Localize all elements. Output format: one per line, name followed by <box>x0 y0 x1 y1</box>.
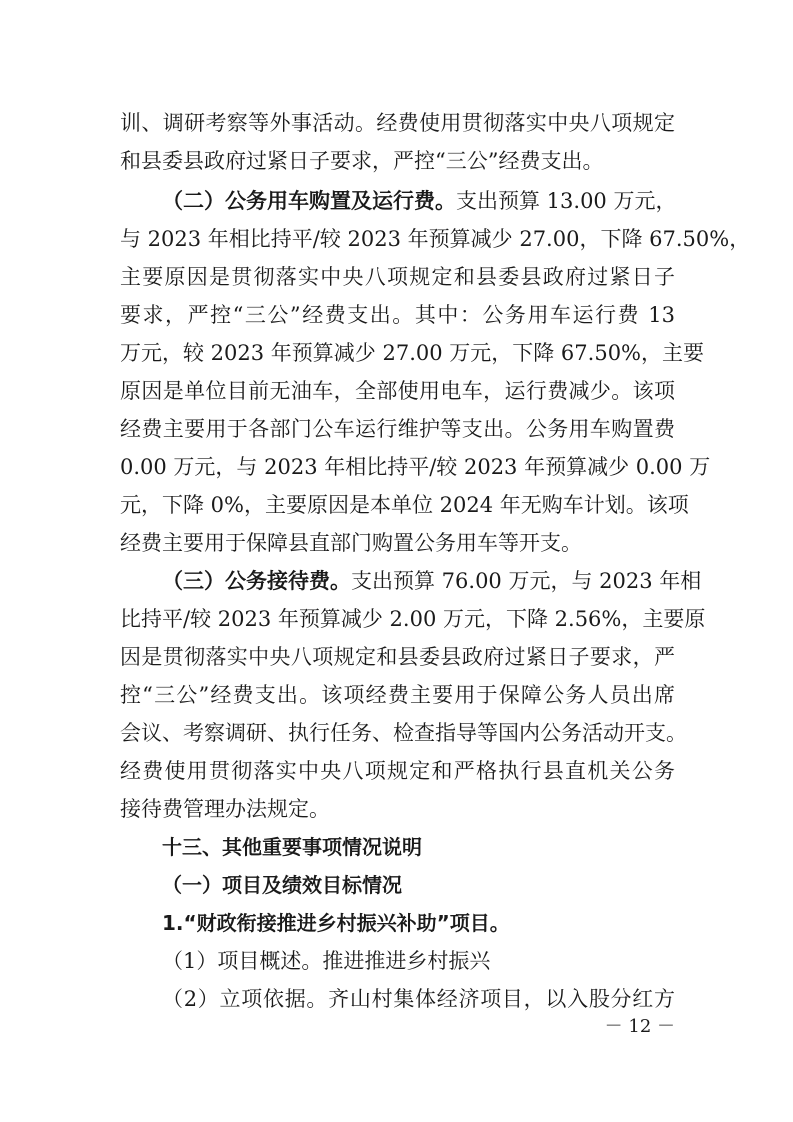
paragraph-line: 会议、考察调研、执行任务、检查指导等国内公务活动开支。 <box>120 721 687 745</box>
page-number: － 12 － <box>604 1016 675 1037</box>
paragraph-line: 接待费管理办法规定。 <box>120 797 330 821</box>
section-3-text: 支出预算 76.00 万元，与 2023 年相 <box>351 569 702 593</box>
paragraph-line: 万元，较 2023 年预算减少 27.00 万元，下降 67.50%，主要 <box>120 341 705 365</box>
section-2-text: 支出预算 13.00 万元， <box>456 189 677 213</box>
section-2-first-line <box>162 186 675 216</box>
section-3-heading: （三）公务接待费。 <box>162 569 351 593</box>
paragraph-line: 控“三公”经费支出。该项经费主要用于保障公务人员出席 <box>120 683 675 707</box>
paragraph-line: 要求，严控“三公”经费支出。其中：公务用车运行费 13 <box>120 303 675 327</box>
paragraph-line: 因是贯彻落实中央八项规定和县委县政府过紧日子要求，严 <box>120 645 675 669</box>
project-item-heading: 1.“财政衔接推进乡村振兴补助”项目。 <box>162 911 510 935</box>
project-overview-line: （1）项目概述。推进推进乡村振兴 <box>162 949 491 973</box>
subsection-heading: （一）项目及绩效目标情况 <box>162 873 402 897</box>
paragraph-line: 元，下降 0%，主要原因是本单位 2024 年无购车计划。该项 <box>120 493 689 517</box>
paragraph-line: 原因是单位目前无油车，全部使用电车，运行费减少。该项 <box>120 379 675 403</box>
paragraph-line: 经费主要用于各部门公车运行维护等支出。公务用车购置费 <box>120 417 675 441</box>
paragraph-line: 经费使用贯彻落实中央八项规定和严格执行县直机关公务 <box>120 759 675 783</box>
paragraph-line: 训、调研考察等外事活动。经费使用贯彻落实中央八项规定 <box>120 111 675 135</box>
section-2-heading: （二）公务用车购置及运行费。 <box>162 189 456 213</box>
paragraph-line: 经费主要用于保障县直部门购置公务用车等开支。 <box>120 531 582 555</box>
paragraph-line: 比持平/较 2023 年预算减少 2.00 万元，下降 2.56%，主要原 <box>120 607 706 631</box>
paragraph-line: 主要原因是贯彻落实中央八项规定和县委县政府过紧日子 <box>120 265 675 289</box>
paragraph-line: 0.00 万元，与 2023 年相比持平/较 2023 年预算减少 0.00 万 <box>120 455 711 479</box>
project-basis-line: （2）立项依据。齐山村集体经济项目，以入股分红方 <box>162 987 675 1011</box>
section-13-heading: 十三、其他重要事项情况说明 <box>162 835 422 859</box>
paragraph-line: 和县委县政府过紧日子要求，严控“三公”经费支出。 <box>120 149 604 173</box>
paragraph-line: 与 2023 年相比持平/较 2023 年预算减少 27.00，下降 67.50%， <box>120 227 751 251</box>
section-3-first-line <box>162 566 702 596</box>
